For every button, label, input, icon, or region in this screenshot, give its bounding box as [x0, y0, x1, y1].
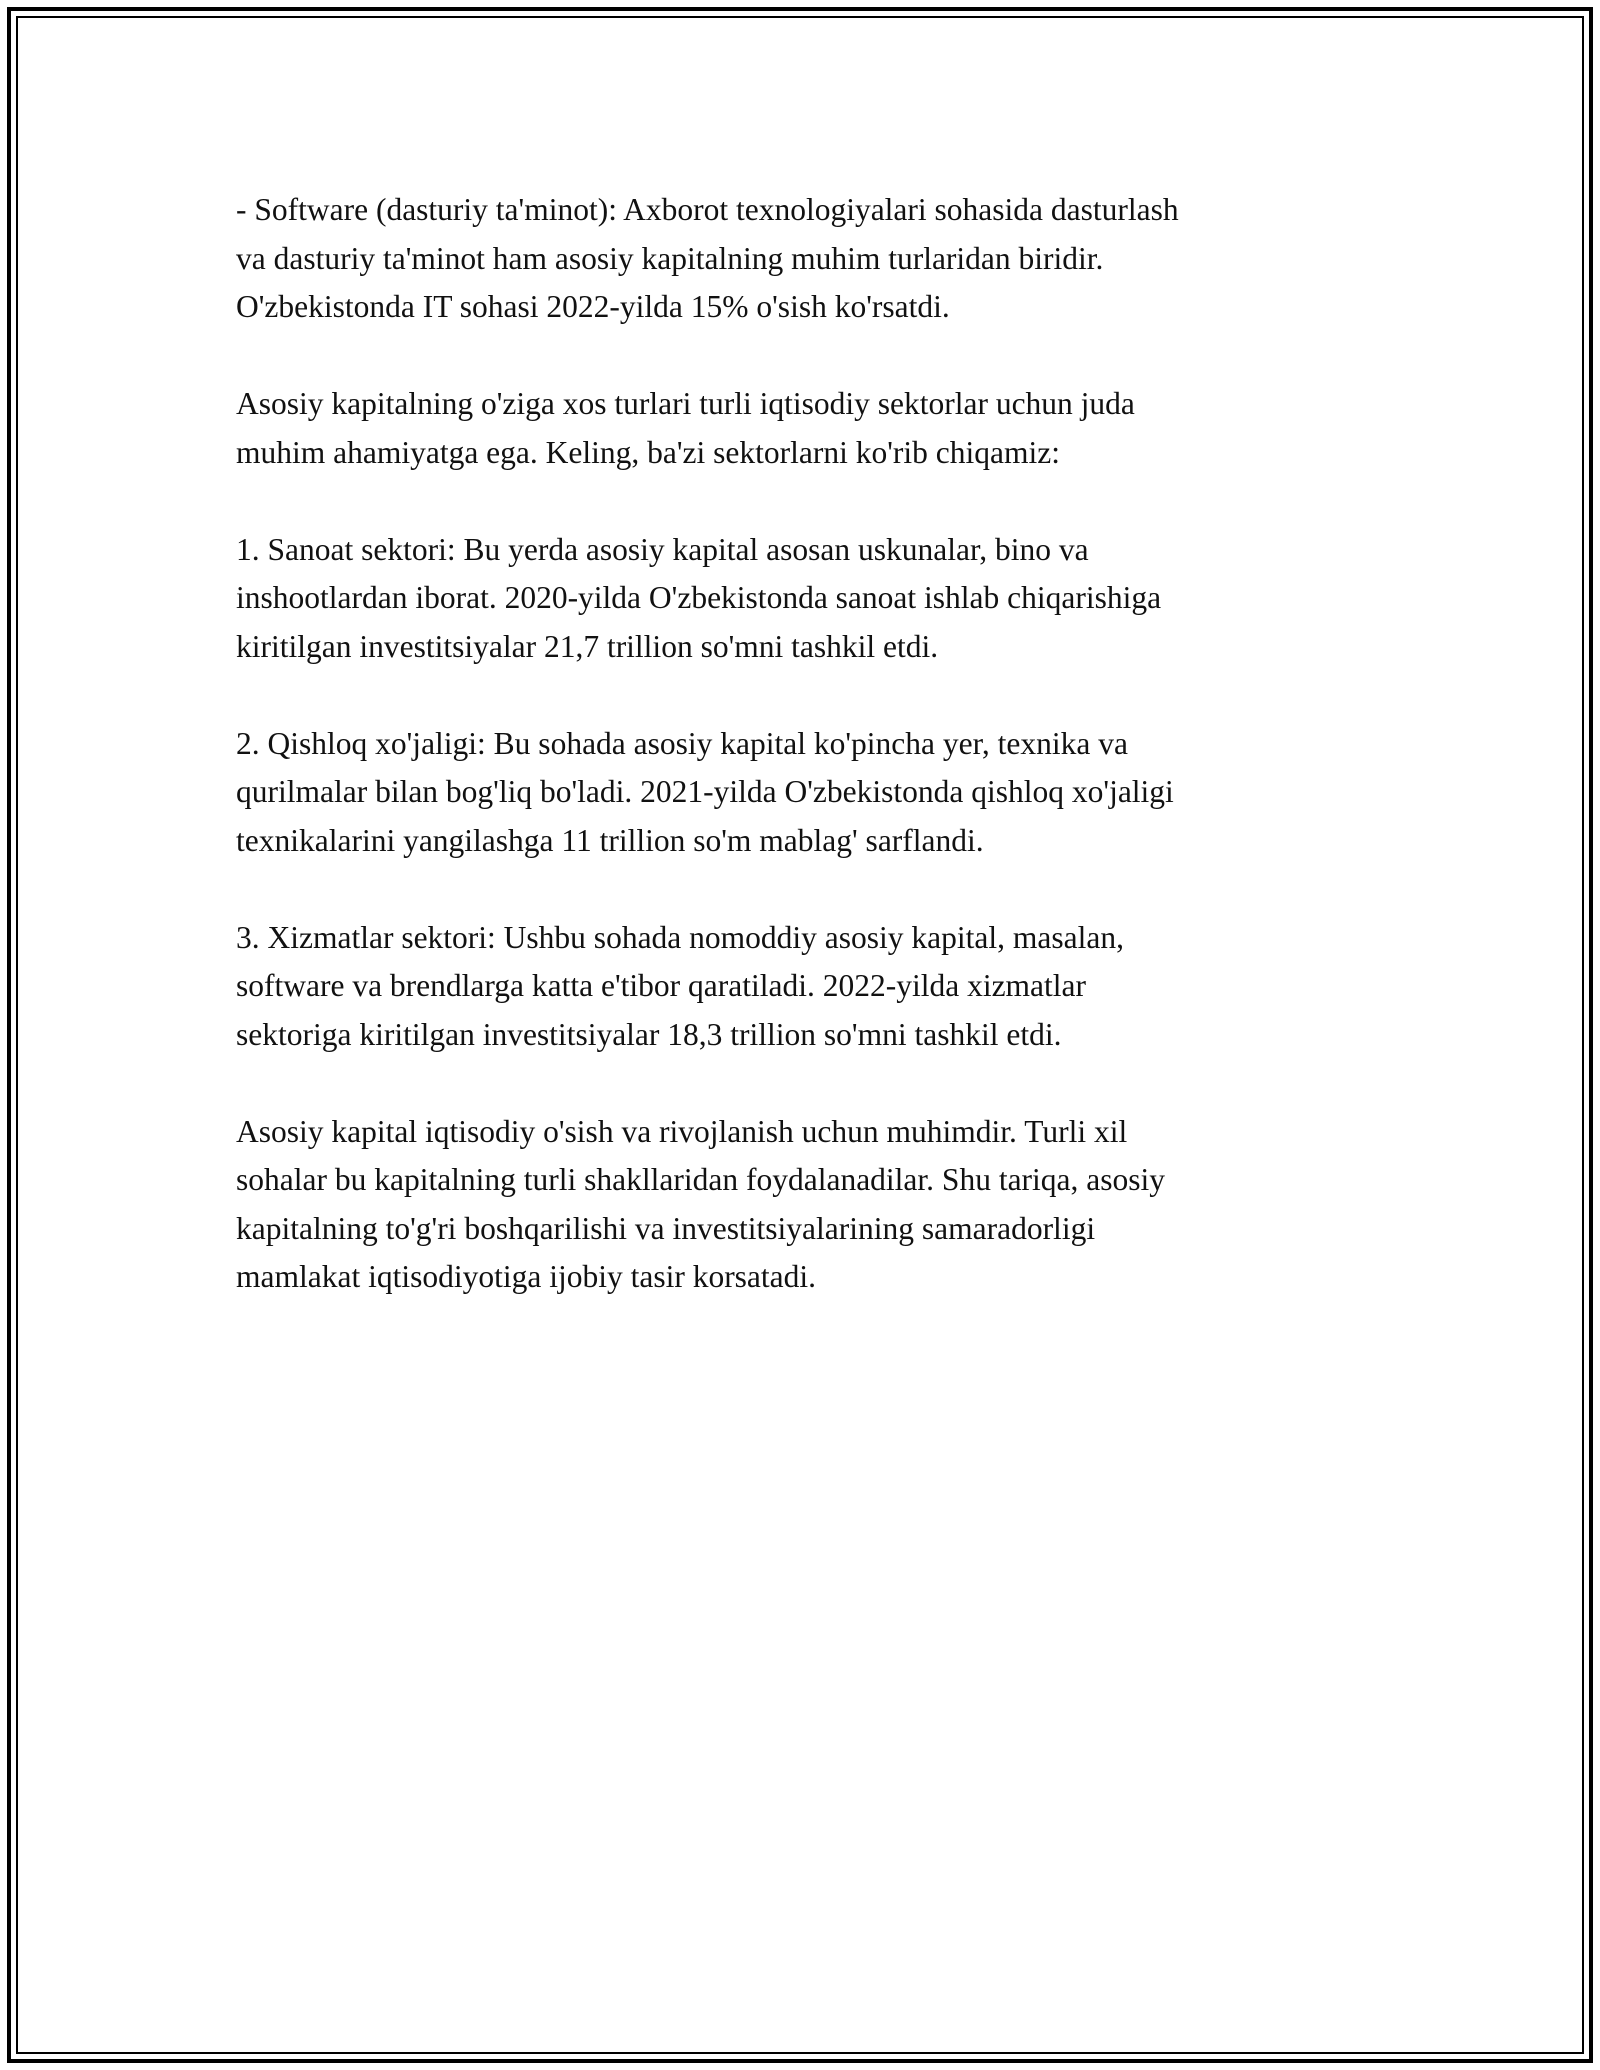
document-body	[236, 186, 1396, 1350]
paragraph-conclusion: Asosiy kapital iqtisodiy o'sish va rivojlanish uchun muhimdir. Turli xil sohalar bu kapitalning turli shakllaridan foydalanadilar. Shu tariqa, asosiy kapitalning to'g'ri boshqarilishi va investitsiyalarining samaradorligi mamlakat iqtisodiyotiga ijobiy tasir korsatadi.	[236, 1113, 1166, 1294]
paragraph-agriculture: 2. Qishloq xo'jaligi: Bu sohada asosiy kapital ko'pincha yer, texnika va qurilmalar bilan bog'liq bo'ladi. 2021-yilda O'zbekistonda qishloq xo'jaligi texnikalarini yangilashga 11 trillion so'm mablag' sarflandi.	[236, 725, 1174, 858]
paragraph-services-sector: 3. Xizmatlar sektori: Ushbu sohada nomoddiy asosiy kapital, masalan, software va brendlarga katta e'tibor qaratiladi. 2022-yilda xizmatlar sektoriga kiritilgan investitsiyalar 18,3 trillion so'mni tashkil etdi.	[236, 919, 1124, 1052]
paragraph-industry-sector: 1. Sanoat sektori: Bu yerda asosiy kapital asosan uskunalar, bino va inshootlardan iborat. 2020-yilda O'zbekistonda sanoat ishlab chiqarishiga kiritilgan investitsiyalar 21,7 trillion so'mni tashkil etdi.	[236, 531, 1162, 664]
paragraph-software: - Software (dasturiy ta'minot): Axborot texnologiyalari sohasida dasturlash va dasturiy ta'minot ham asosiy kapitalning muhim turlaridan biridir. O'zbekistonda IT sohasi 2022-yilda 15% o'sish ko'rsatdi.	[236, 192, 1179, 324]
paragraph-capital-types-intro: Asosiy kapitalning o'ziga xos turlari turli iqtisodiy sektorlar uchun juda muhim ahamiyatga ega. Keling, ba'zi sektorlarni ko'rib chiqamiz:	[236, 386, 1135, 470]
